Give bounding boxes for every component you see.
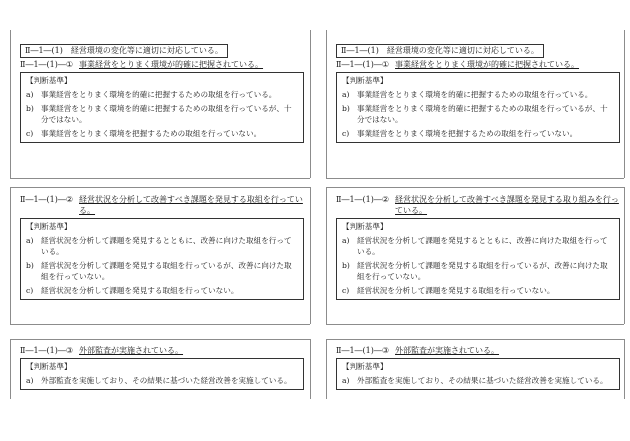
frame-line [310, 30, 311, 178]
item-title: 外部監査が実施されている。 [395, 346, 500, 355]
criteria-box [336, 218, 620, 300]
item-text: 事業経営をとりまく環境を的確に把握するための取組を行っているが、十分ではない。 [41, 104, 292, 124]
item-text: 経営状況を分析して課題を発見する取組を行っているが、改善に向けた取組を行っていない。 [41, 261, 292, 281]
criteria-item [342, 89, 613, 100]
criteria-box [20, 72, 304, 143]
criteria-item [26, 375, 297, 386]
item-heading [20, 345, 308, 356]
item-mark: c) [26, 129, 34, 138]
criteria-item [26, 235, 297, 257]
item-text: 事業経営をとりまく環境を把握するための取組を行っていない。 [357, 129, 578, 138]
frame-line [326, 178, 624, 179]
section-heading: Ⅱ―1―(1) 経営環境の変化等に適切に対応している。 [336, 44, 544, 58]
frame-line [326, 30, 327, 178]
item-title: 経営状況を分析して改善すべき課題を発見する取組を行っている。 [79, 195, 303, 215]
criteria-title: 【判断基準】 [26, 362, 72, 371]
frame-line [10, 339, 310, 340]
criteria-box [336, 72, 620, 143]
left-bottom-section [18, 344, 308, 390]
item-text: 経営状況を分析して課題を発見するとともに、改善に向けた取組を行っている。 [41, 236, 292, 256]
frame-line [10, 187, 11, 324]
item-mark: a) [342, 236, 350, 245]
item-text: 経営状況を分析して課題を発見する取組を行っているが、改善に向けた取組を行っていない。 [357, 261, 608, 281]
left-middle-section [18, 193, 308, 300]
frame-line [10, 324, 310, 325]
frame-line [624, 30, 625, 178]
item-mark: b) [26, 104, 34, 113]
frame-line [326, 324, 624, 325]
right-bottom-section [334, 344, 624, 390]
frame-line [326, 339, 624, 340]
criteria-item [26, 128, 297, 139]
frame-line [310, 339, 311, 399]
item-mark: b) [342, 261, 350, 270]
frame-line [10, 178, 310, 179]
item-heading [336, 194, 624, 216]
criteria-box [20, 358, 304, 390]
item-text: 経営状況を分析して課題を発見する取組を行っていない。 [357, 286, 555, 295]
frame-line [310, 187, 311, 324]
criteria-title: 【判断基準】 [26, 76, 72, 85]
item-title: 事業経営をとりまく環境が的確に把握されている。 [79, 60, 264, 69]
item-code: Ⅱ―1―(1)―② [336, 195, 390, 204]
item-code: Ⅱ―1―(1)―① [336, 60, 390, 69]
item-code: Ⅱ―1―(1)―③ [20, 346, 74, 355]
criteria-title: 【判断基準】 [342, 222, 388, 231]
criteria-item [26, 285, 297, 296]
frame-line [10, 30, 11, 178]
frame-line [326, 187, 327, 324]
item-heading [336, 345, 624, 356]
item-code: Ⅱ―1―(1)―③ [336, 346, 390, 355]
frame-line [624, 187, 625, 324]
criteria-title: 【判断基準】 [342, 76, 388, 85]
item-mark: a) [26, 376, 34, 385]
item-text: 経営状況を分析して課題を発見する取組を行っていない。 [41, 286, 239, 295]
item-mark: a) [26, 236, 34, 245]
item-mark: a) [26, 90, 34, 99]
item-mark: c) [342, 286, 350, 295]
criteria-item [342, 128, 613, 139]
criteria-item [342, 285, 613, 296]
frame-line [326, 339, 327, 399]
item-mark: c) [26, 286, 34, 295]
item-mark: b) [342, 104, 350, 113]
item-heading [20, 59, 308, 70]
item-text: 事業経営をとりまく環境を的確に把握するための取組を行っているが、十分ではない。 [357, 104, 608, 124]
item-mark: c) [342, 129, 350, 138]
criteria-item [342, 103, 613, 125]
item-text: 事業経営をとりまく環境を的確に把握するための取組を行っている。 [357, 90, 593, 99]
item-mark: b) [26, 261, 34, 270]
item-title: 事業経営をとりまく環境が的確に把握されている。 [395, 60, 580, 69]
item-title: 外部監査が実施されている。 [79, 346, 184, 355]
criteria-item [26, 260, 297, 282]
frame-line [624, 339, 625, 399]
section-heading: Ⅱ―1―(1) 経営環境の変化等に適切に対応している。 [20, 44, 228, 58]
criteria-item [26, 89, 297, 100]
criteria-item [26, 103, 297, 125]
frame-line [326, 187, 624, 188]
item-mark: a) [342, 90, 350, 99]
criteria-box [20, 218, 304, 300]
item-text: 事業経営をとりまく環境を的確に把握するための取組を行っている。 [41, 90, 277, 99]
criteria-title: 【判断基準】 [342, 362, 388, 371]
criteria-item [342, 260, 613, 282]
item-heading [20, 194, 308, 216]
criteria-item [342, 235, 613, 257]
item-title: 経営状況を分析して改善すべき課題を発見する取り組みを行っている。 [395, 195, 619, 215]
item-text: 事業経営をとりまく環境を把握するための取組を行っていない。 [41, 129, 262, 138]
criteria-item [342, 375, 613, 386]
frame-line [10, 187, 310, 188]
right-top-section [334, 38, 624, 143]
item-text: 経営状況を分析して課題を発見するとともに、改善に向けた取組を行っている。 [357, 236, 608, 256]
item-code: Ⅱ―1―(1)―① [20, 60, 74, 69]
left-top-section [18, 38, 308, 143]
criteria-box [336, 358, 620, 390]
item-mark: a) [342, 376, 350, 385]
right-middle-section [334, 193, 624, 300]
item-text: 外部監査を実施しており、その結果に基づいた経営改善を実施している。 [41, 376, 292, 385]
item-text: 外部監査を実施しており、その結果に基づいた経営改善を実施している。 [357, 376, 608, 385]
item-code: Ⅱ―1―(1)―② [20, 195, 74, 204]
frame-line [10, 339, 11, 399]
criteria-title: 【判断基準】 [26, 222, 72, 231]
item-heading [336, 59, 624, 70]
